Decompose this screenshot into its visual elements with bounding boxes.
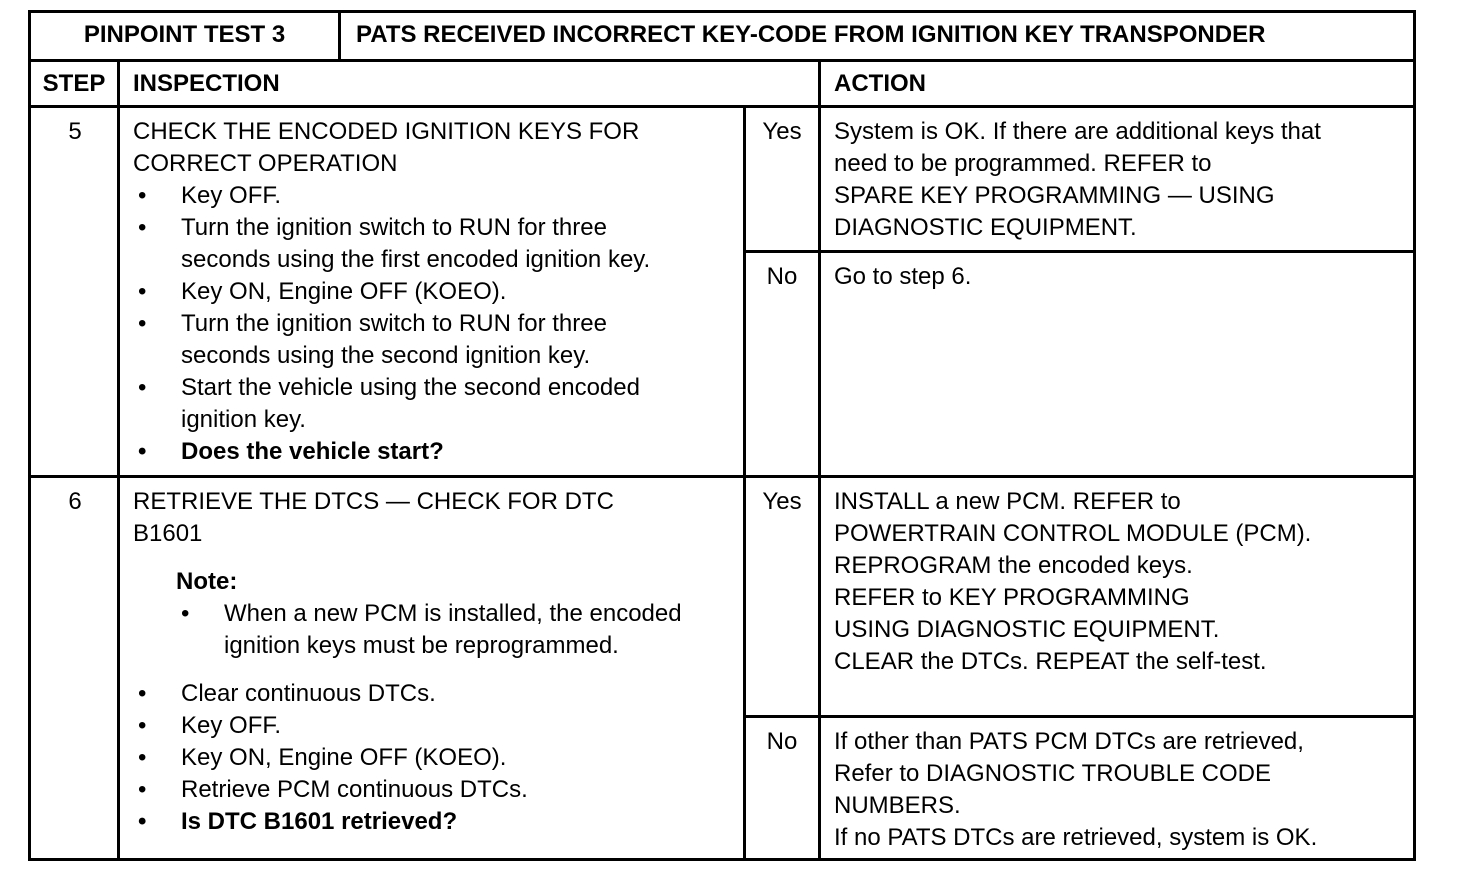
list-item: • Turn the ignition switch to RUN for three seconds using the second ignition key. bbox=[138, 310, 607, 369]
list-item-question: • Does the vehicle start? bbox=[138, 438, 444, 465]
note-label: Note: bbox=[176, 568, 238, 595]
no-action: If other than PATS PCM DTCs are retrieved, Refer to DIAGNOSTIC TROUBLE CODE NUMBERS. If no PATS DTCs are retrieved, system is OK. bbox=[834, 728, 1318, 851]
list-item: • Turn the ignition switch to RUN for three seconds using the first encoded ignition key. bbox=[138, 214, 651, 273]
step-number: 6 bbox=[68, 488, 82, 515]
yes-label: Yes bbox=[762, 118, 802, 145]
list-item: • Key OFF. bbox=[138, 712, 282, 739]
column-header-inspection: INSPECTION bbox=[133, 70, 280, 97]
list-item: • When a new PCM is installed, the encoded ignition keys must be reprogrammed. bbox=[181, 600, 682, 659]
list-item: • Clear continuous DTCs. bbox=[138, 680, 436, 707]
test-title: PATS RECEIVED INCORRECT KEY-CODE FROM IGNITION KEY TRANSPONDER bbox=[356, 21, 1266, 48]
list-item: • Key ON, Engine OFF (KOEO). bbox=[138, 744, 507, 771]
yes-action: INSTALL a new PCM. REFER to POWERTRAIN CONTROL MODULE (PCM). REPROGRAM the encoded keys. REFER to KEY PROGRAMMING USING DIAGNOSTIC EQUIPMENT. CLEAR the DTCs. REPEAT the self-test. bbox=[834, 488, 1312, 675]
list-item-question: • Is DTC B1601 retrieved? bbox=[138, 808, 458, 835]
step-checklist bbox=[133, 678, 528, 838]
list-item: • Start the vehicle using the second encoded ignition key. bbox=[138, 374, 640, 433]
no-label: No bbox=[766, 263, 798, 290]
note-list bbox=[176, 598, 682, 662]
step-number: 5 bbox=[68, 118, 82, 145]
step-heading: RETRIEVE THE DTCS — CHECK FOR DTC B1601 bbox=[133, 488, 614, 547]
no-action: Go to step 6. bbox=[834, 263, 972, 290]
yes-action: System is OK. If there are additional keys that need to be programmed. REFER to SPARE KEY PROGRAMMING — USING DIAGNOSTIC EQUIPMENT. bbox=[834, 118, 1321, 241]
list-item: • Key ON, Engine OFF (KOEO). bbox=[138, 278, 507, 305]
list-item: • Retrieve PCM continuous DTCs. bbox=[138, 776, 528, 803]
column-header-action: ACTION bbox=[834, 70, 926, 97]
yes-label: Yes bbox=[762, 488, 802, 515]
list-item: • Key OFF. bbox=[138, 182, 282, 209]
step-heading: CHECK THE ENCODED IGNITION KEYS FOR CORRECT OPERATION bbox=[133, 118, 640, 177]
column-header-step: STEP bbox=[42, 70, 106, 97]
no-label: No bbox=[766, 728, 798, 755]
test-label: PINPOINT TEST 3 bbox=[83, 21, 286, 48]
step-checklist bbox=[133, 180, 650, 468]
